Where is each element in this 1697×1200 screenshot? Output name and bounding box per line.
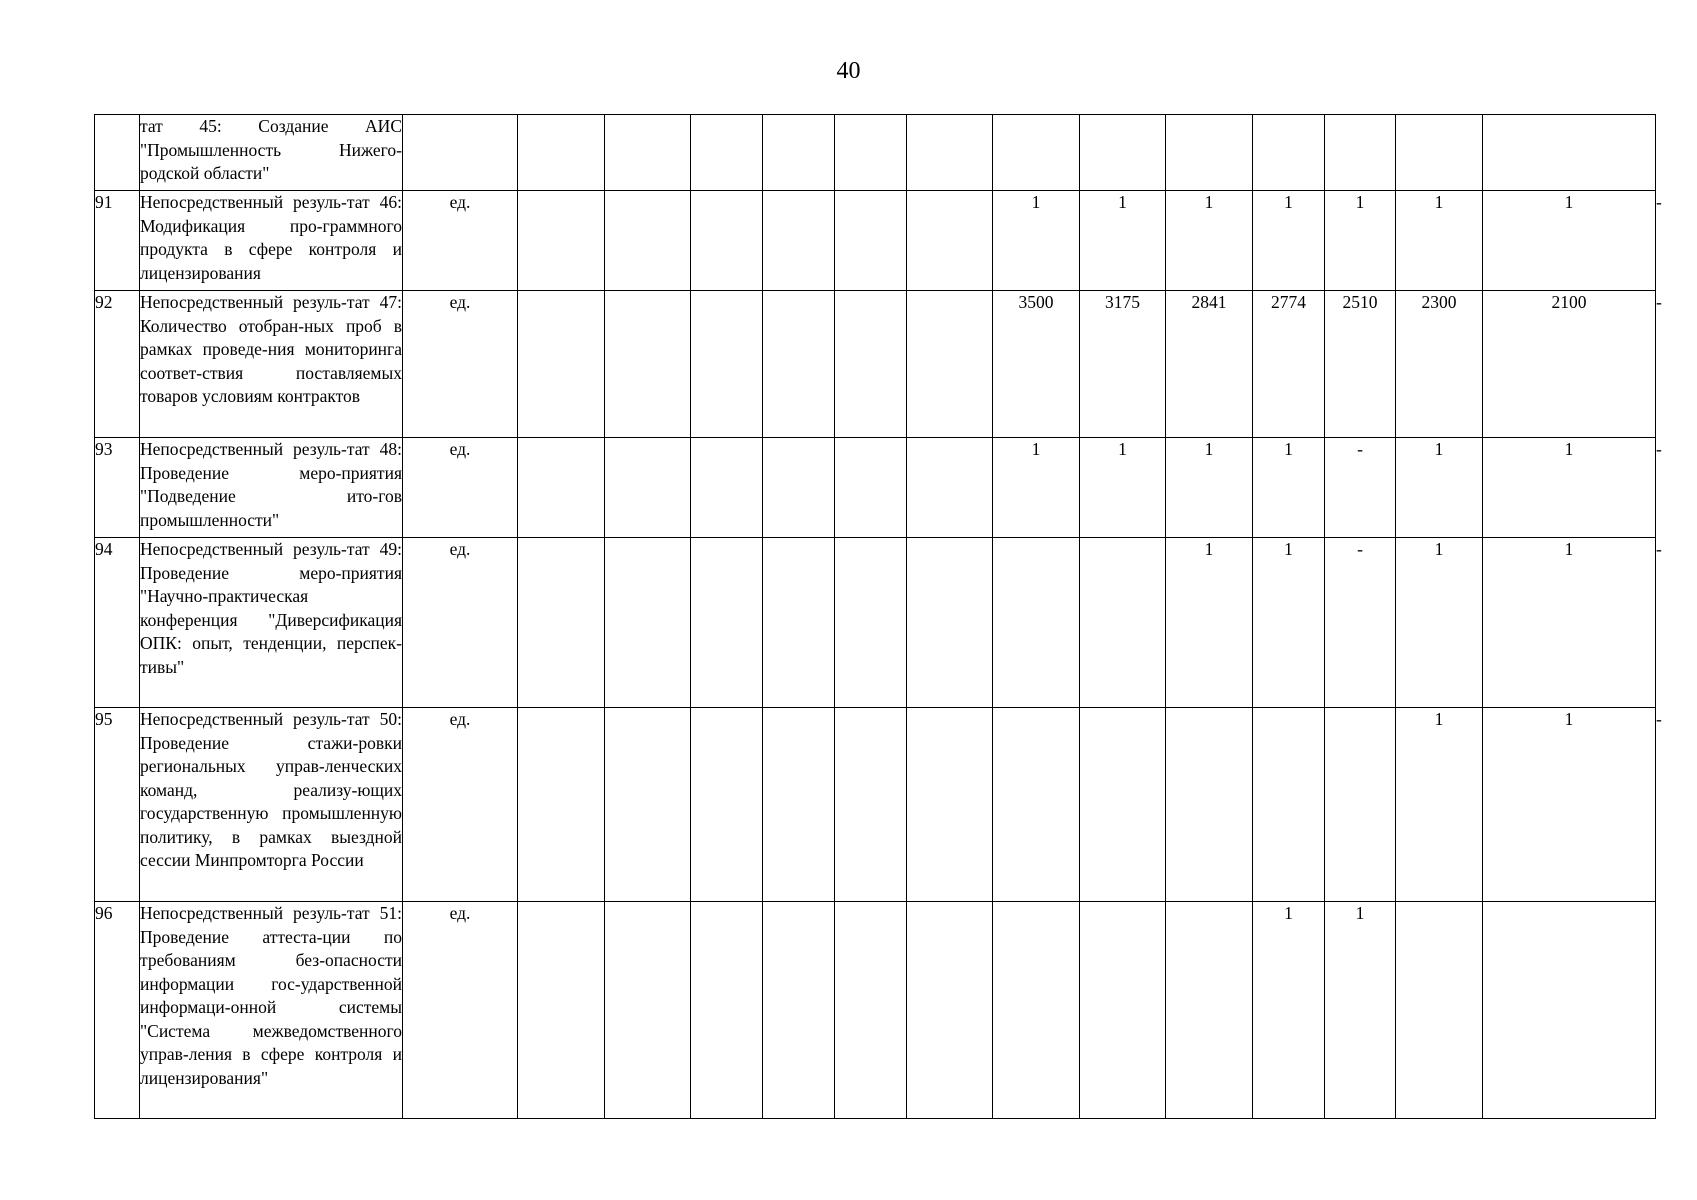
row-description: Непосредственный резуль-тат 48: Проведение меро-приятия "Подведение ито-гов промышленности" [140,438,403,538]
value-cell: 2100 [1483,291,1656,438]
value-cell [1253,708,1325,902]
value-cell [1166,902,1253,1119]
value-cell [1253,115,1325,191]
value-cell [605,438,691,538]
value-cell [1396,115,1483,191]
value-cell [763,191,835,291]
value-cell: 1 [993,191,1080,291]
value-cell: 1 [1396,708,1483,902]
value-cell [605,115,691,191]
value-cell [993,902,1080,1119]
value-cell [518,708,605,902]
value-cell [763,115,835,191]
value-cell: 1 [1325,902,1396,1119]
row-description: Непосредственный резуль-тат 46: Модификация про-граммного продукта в сфере контроля и лицензирования [140,191,403,291]
value-cell: 2774 [1253,291,1325,438]
value-cell [835,115,907,191]
row-description: Непосредственный резуль-тат 51: Проведение аттеста-ции по требованиям без-опасности информации гос-ударственной информаци-онной системы "Система межведомственного управ-ления в сфере контроля и лицензирования" [140,902,403,1119]
row-number [95,115,140,191]
value-cell [835,708,907,902]
value-cell [993,115,1080,191]
value-cell: 1 [1483,191,1656,291]
row-description: тат 45: Создание АИС "Промышленность Нижего-родской области" [140,115,403,191]
row-number: 93 [95,438,140,538]
value-cell: 1 [1253,902,1325,1119]
row-description: Непосредственный резуль-тат 49: Проведение меро-приятия "Научно-практическая конференция "Диверсификация ОПК: опыт, тенденции, перспек-тивы" [140,538,403,708]
value-cell [691,438,763,538]
value-cell [605,191,691,291]
value-cell [1080,902,1166,1119]
value-cell: 1 [1483,538,1656,708]
row-description: Непосредственный резуль-тат 50: Проведение стажи-ровки региональных управ-ленческих команд, реализу-ющих государственную промышленную политику, в рамках выездной сессии Минпромторга России [140,708,403,902]
value-cell: 3500 [993,291,1080,438]
value-cell [835,902,907,1119]
value-cell [605,902,691,1119]
value-cell [907,538,993,708]
value-cell: 1 [1166,438,1253,538]
row-number: 92 [95,291,140,438]
value-cell [518,438,605,538]
value-cell: 1 [1080,438,1166,538]
table-row: 95 Непосредственный резуль-тат 50: Проведение стажи-ровки региональных управ-ленческих команд, реализу-ющих государственную промышленную политику, в рамках выездной сессии Минпромторга России ед. 1 1 - [95,708,1656,902]
value-cell: 1 [1396,538,1483,708]
value-cell [691,708,763,902]
value-cell [605,538,691,708]
value-cell: 1 [1396,438,1483,538]
value-cell [907,438,993,538]
value-cell [605,708,691,902]
value-cell [907,115,993,191]
row-unit: ед. [403,291,518,438]
row-unit [403,115,518,191]
table-row: 91 Непосредственный резуль-тат 46: Модификация про-граммного продукта в сфере контроля и лицензирования ед. 1 1 1 1 1 1 1 - [95,191,1656,291]
table-row: 93 Непосредственный резуль-тат 48: Проведение меро-приятия "Подведение ито-гов промышленности" ед. 1 1 1 1 - 1 1 - [95,438,1656,538]
value-cell: 1 [1253,191,1325,291]
value-cell [691,538,763,708]
value-cell: 1 [1396,191,1483,291]
value-cell [1483,115,1656,191]
row-number: 91 [95,191,140,291]
table-row: 94 Непосредственный резуль-тат 49: Проведение меро-приятия "Научно-практическая конференция "Диверсификация ОПК: опыт, тенденции, перспек-тивы" ед. 1 1 - 1 1 - [95,538,1656,708]
row-description: Непосредственный резуль-тат 47: Количество отобран-ных проб в рамках проведе-ния мониторинга соответ-ствия поставляемых товаров условиям контрактов [140,291,403,438]
value-cell: 3175 [1080,291,1166,438]
value-cell: - [1325,538,1396,708]
value-cell [993,708,1080,902]
page-number: 40 [836,58,861,84]
value-cell [835,438,907,538]
value-cell [1396,902,1483,1119]
value-cell [763,538,835,708]
value-cell [907,902,993,1119]
value-cell [605,291,691,438]
value-cell [763,438,835,538]
row-unit: ед. [403,708,518,902]
value-cell: 1 [993,438,1080,538]
table-row [95,902,1656,1119]
value-cell [763,708,835,902]
value-cell [1080,538,1166,708]
row-unit: ед. [403,438,518,538]
value-cell [835,538,907,708]
table-row [95,115,1656,191]
value-cell [835,191,907,291]
value-cell [1325,708,1396,902]
row-unit: ед. [403,538,518,708]
value-cell [518,115,605,191]
value-cell [518,538,605,708]
value-cell [1080,115,1166,191]
value-cell [907,291,993,438]
value-cell: 1 [1166,538,1253,708]
data-table [94,114,1662,1119]
value-cell: 1 [1483,438,1656,538]
value-cell: - [1325,438,1396,538]
value-cell [993,538,1080,708]
row-number: 94 [95,538,140,708]
row-unit: ед. [403,902,518,1119]
value-cell: 2510 [1325,291,1396,438]
value-cell [1166,115,1253,191]
value-cell [1325,115,1396,191]
value-cell [691,902,763,1119]
value-cell [835,291,907,438]
value-cell: 1 [1253,538,1325,708]
value-cell [1080,708,1166,902]
value-cell [907,191,993,291]
value-cell [763,291,835,438]
value-cell [691,115,763,191]
value-cell: 1 [1080,191,1166,291]
value-cell [763,902,835,1119]
value-cell [691,291,763,438]
value-cell [1483,902,1656,1119]
row-unit: ед. [403,191,518,291]
value-cell: 1 [1483,708,1656,902]
value-cell [1166,708,1253,902]
value-cell: 2841 [1166,291,1253,438]
value-cell: 1 [1166,191,1253,291]
value-cell [691,191,763,291]
row-number: 95 [95,708,140,902]
value-cell: 2300 [1396,291,1483,438]
value-cell: 1 [1325,191,1396,291]
value-cell: 1 [1253,438,1325,538]
value-cell [907,708,993,902]
row-number: 96 [95,902,140,1119]
table-row: 92 Непосредственный резуль-тат 47: Количество отобран-ных проб в рамках проведе-ния мониторинга соответ-ствия поставляемых товаров условиям контрактов ед. 3500 3175 2841 2774 2510 2300 2100 - [95,291,1656,438]
value-cell [518,191,605,291]
value-cell [518,902,605,1119]
value-cell [518,291,605,438]
